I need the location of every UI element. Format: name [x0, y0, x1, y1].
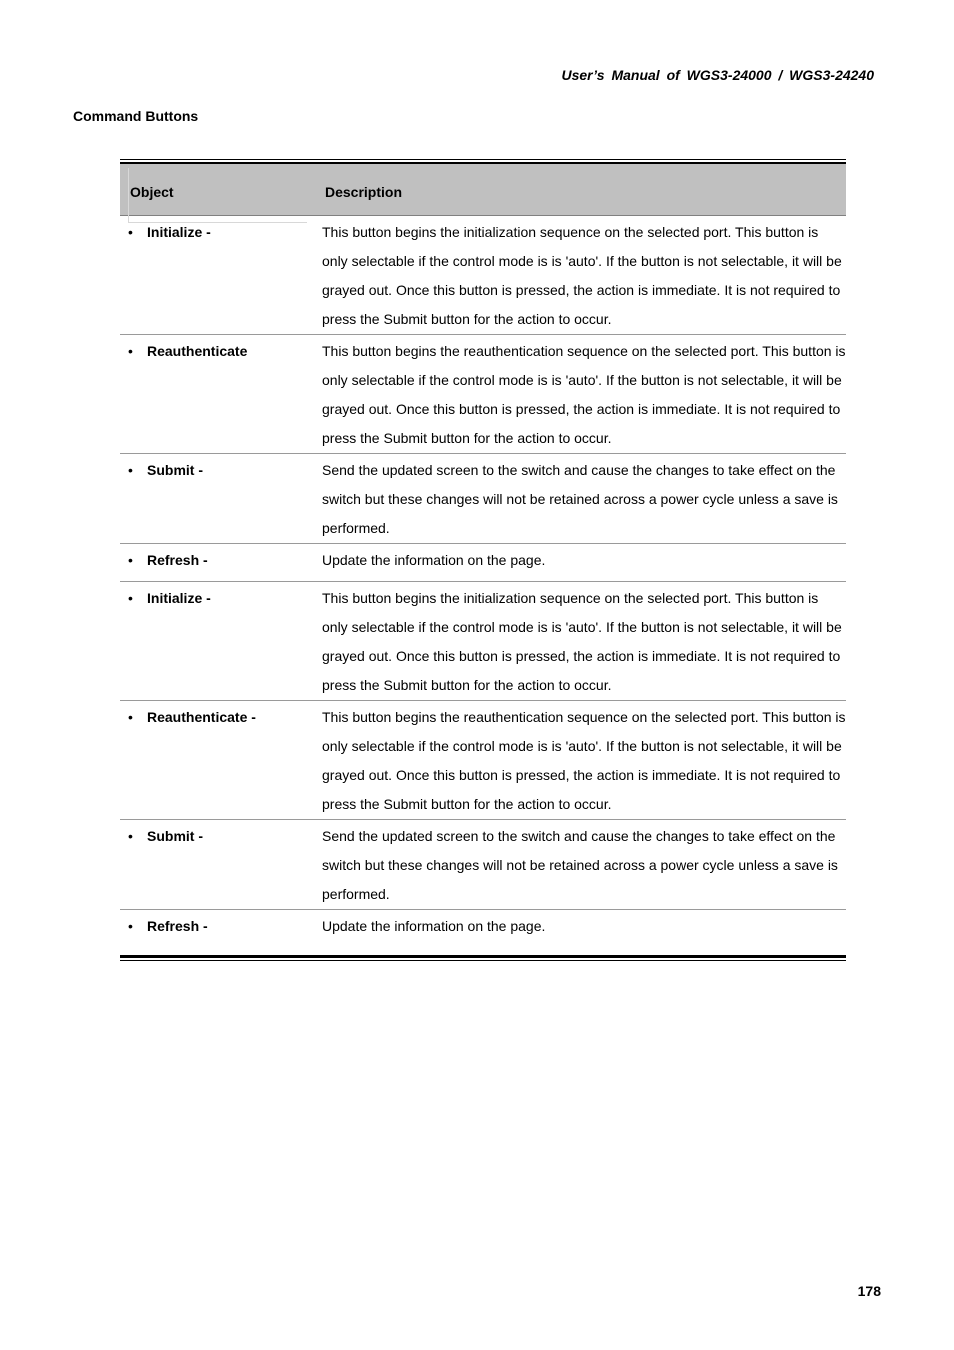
- table-row: [120, 701, 846, 820]
- table-header-row: [120, 164, 846, 216]
- bullet-icon: •: [128, 343, 133, 359]
- table-row: [120, 335, 846, 454]
- description-cell: Update the information on the page.: [322, 552, 546, 568]
- table-bottom-rule: [120, 955, 846, 958]
- bullet-icon: •: [128, 552, 133, 568]
- object-cell: [120, 822, 322, 909]
- object-name: Submit -: [147, 462, 203, 478]
- description-cell: This button begins the initialization sequence on the selected port. This button is only selectable if the control mode is is 'auto'. If the button is not selectable, it will be grayed out. Once this button is pressed, the action is immediate. It is not required to press the Submit button for the action to occur.: [322, 224, 842, 327]
- object-name: Submit -: [147, 828, 203, 844]
- object-cell: [120, 456, 322, 543]
- object-name: Initialize -: [147, 224, 211, 240]
- table-row: [120, 582, 846, 701]
- description-cell: Update the information on the page.: [322, 918, 546, 934]
- object-name: Refresh -: [147, 552, 208, 568]
- bullet-icon: •: [128, 709, 133, 725]
- table-row: [120, 544, 846, 582]
- column-header-object: Object: [128, 168, 307, 223]
- object-cell: [120, 337, 322, 453]
- column-header-description: Description: [325, 184, 403, 200]
- table-row: [120, 910, 846, 947]
- object-name: Initialize -: [147, 590, 211, 606]
- table-row: [120, 216, 846, 335]
- command-buttons-table: [120, 159, 846, 958]
- object-name: Reauthenticate -: [147, 709, 256, 725]
- object-name: Reauthenticate: [147, 343, 248, 359]
- bullet-icon: •: [128, 224, 133, 240]
- running-header: User’s Manual of WGS3-24000 / WGS3-24240: [561, 67, 874, 83]
- object-cell: [120, 703, 322, 819]
- bullet-icon: •: [128, 590, 133, 606]
- object-cell: [120, 218, 322, 334]
- description-cell: This button begins the reauthentication sequence on the selected port. This button is only selectable if the control mode is is 'auto'. If the button is not selectable, it will be grayed out. Once this button is pressed, the action is immediate. It is not required to press the Submit button for the action to occur.: [322, 709, 846, 812]
- object-name: Refresh -: [147, 918, 208, 934]
- bullet-icon: •: [128, 828, 133, 844]
- bullet-icon: •: [128, 918, 133, 934]
- table-row: [120, 820, 846, 910]
- object-cell: [120, 546, 322, 575]
- object-cell: [120, 912, 322, 941]
- description-cell: Send the updated screen to the switch and cause the changes to take effect on the switch but these changes will not be retained across a power cycle unless a save is performed.: [322, 462, 838, 536]
- description-cell: Send the updated screen to the switch and cause the changes to take effect on the switch but these changes will not be retained across a power cycle unless a save is performed.: [322, 828, 838, 902]
- bullet-icon: •: [128, 462, 133, 478]
- object-cell: [120, 584, 322, 700]
- description-cell: This button begins the reauthentication sequence on the selected port. This button is only selectable if the control mode is is 'auto'. If the button is not selectable, it will be grayed out. Once this button is pressed, the action is immediate. It is not required to press the Submit button for the action to occur.: [322, 343, 846, 446]
- table-body: [120, 216, 846, 947]
- section-title: Command Buttons: [73, 108, 199, 124]
- table-row: [120, 454, 846, 544]
- page-number: 178: [857, 1283, 881, 1299]
- description-cell: This button begins the initialization sequence on the selected port. This button is only selectable if the control mode is is 'auto'. If the button is not selectable, it will be grayed out. Once this button is pressed, the action is immediate. It is not required to press the Submit button for the action to occur.: [322, 590, 842, 693]
